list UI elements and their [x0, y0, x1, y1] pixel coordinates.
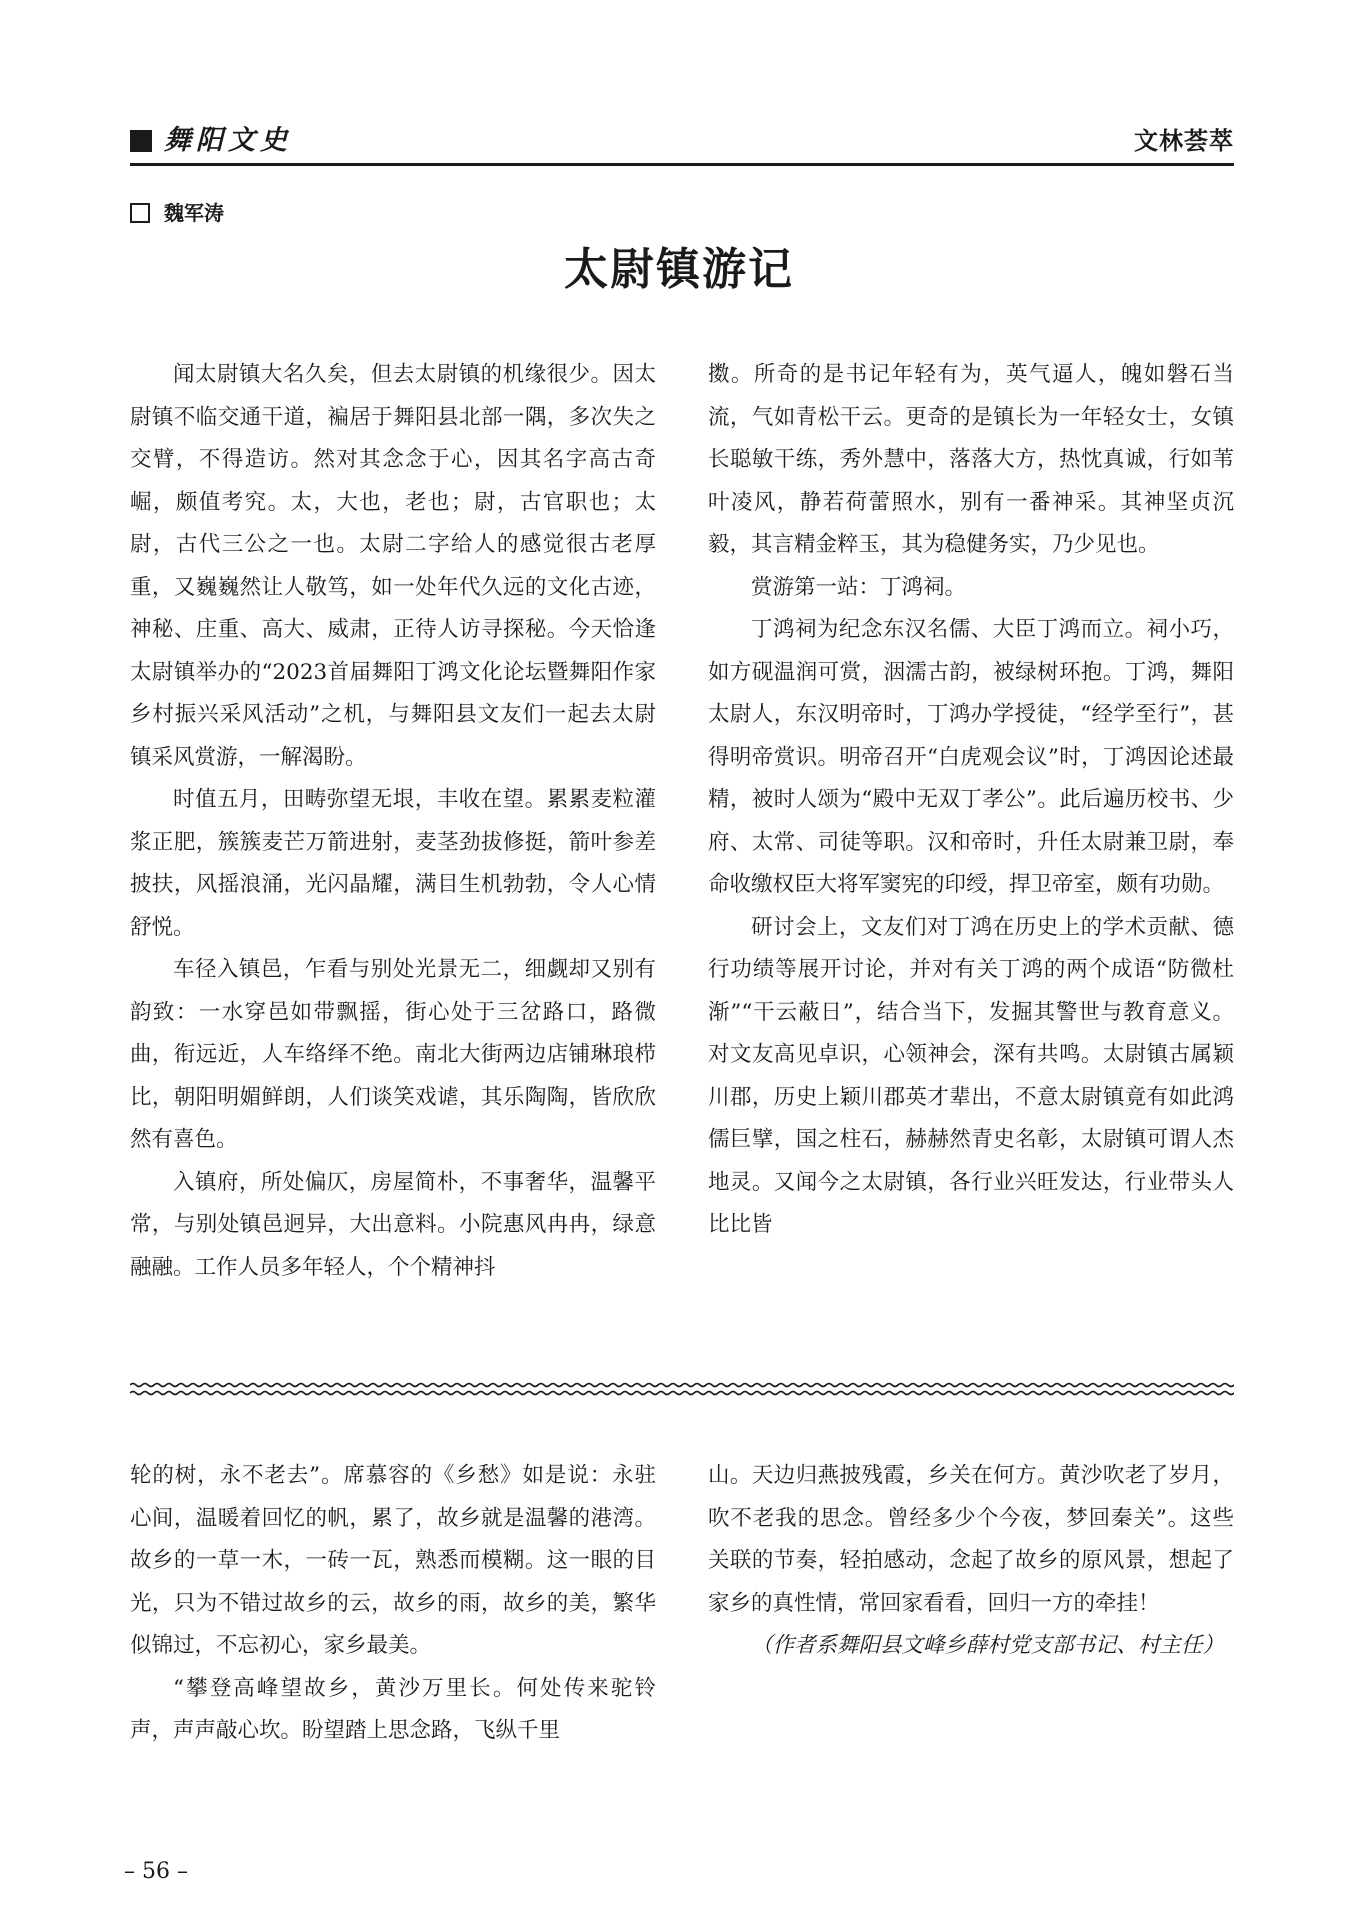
- author-name: 魏军涛: [164, 201, 224, 225]
- journal-name: 舞阳文史: [164, 125, 292, 156]
- paragraph-continued: 擞。所奇的是书记年轻有为，英气逼人，魄如磐石当流，气如青松干云。更奇的是镇长为一年轻女士，女镇长聪敏干练，秀外慧中，落落大方，热忱真诚，行如苇叶凌风，静若荷蕾照水，别有一番神采。其神坚贞沉毅，其言精金粹玉，其为稳健务实，乃少见也。: [708, 362, 1234, 557]
- author-note: （作者系舞阳县文峰乡薛村党支部书记、村主任）: [751, 1633, 1225, 1658]
- paragraph: 入镇府，所处偏仄，房屋简朴，不事奢华，温馨平常，与别处镇邑迥异，大出意料。小院惠风冉冉，绿意融融。工作人员多年轻人，个个精神抖: [130, 1169, 656, 1280]
- section-name: 文林荟萃: [1134, 127, 1234, 155]
- article-column-bottom-right: [708, 1455, 1234, 1668]
- header-square-mark: [130, 130, 152, 152]
- header-rule: [130, 163, 1234, 166]
- paragraph-continued: 轮的树，永不老去”。席慕容的《乡愁》如是说：永驻心间，温暖着回忆的帆，累了，故乡就是温馨的港湾。故乡的一草一木，一砖一瓦，熟悉而模糊。这一眼的目光，只为不错过故乡的云，故乡的雨，故乡的美，繁华似锦过，不忘初心，家乡最美。: [130, 1463, 656, 1658]
- article-column-top-right: [708, 354, 1234, 1247]
- paragraph: 赏游第一站：丁鸿祠。: [751, 574, 967, 600]
- paragraph: 时值五月，田畴弥望无垠，丰收在望。累累麦粒灌浆正肥，簇簇麦芒万箭进射，麦茎劲拔修挺，箭叶参差披扶，风摇浪涌，光闪晶耀，满目生机勃勃，令人心情舒悦。: [130, 787, 656, 940]
- author-box-mark: [130, 203, 150, 223]
- article-column-bottom-left: [130, 1455, 656, 1753]
- wavy-divider: [130, 1378, 1234, 1400]
- paragraph: 研讨会上，文友们对丁鸿在历史上的学术贡献、德行功绩等展开讨论，并对有关丁鸿的两个成语“防微杜渐”“干云蔽日”，结合当下，发掘其警世与教育意义。对文友高见卓识，心领神会，深有共鸣。太尉镇古属颖川郡，历史上颖川郡英才辈出，不意太尉镇竟有如此鸿儒巨擘，国之柱石，赫赫然青史名彰，太尉镇可谓人杰地灵。又闻今之太尉镇，各行业兴旺发达，行业带头人比比皆: [708, 914, 1234, 1237]
- page-number: – 56 –: [124, 1859, 188, 1884]
- paragraph: 闻太尉镇大名久矣，但去太尉镇的机缘很少。因太尉镇不临交通干道，褊居于舞阳县北部一隅，多次失之交臂，不得造访。然对其念念于心，因其名字高古奇崛，颇值考究。太，大也，老也；尉，古官职也；太尉，古代三公之一也。太尉二字给人的感觉很古老厚重，又巍巍然让人敬笃，如一处年代久远的文化古迹，神秘、庄重、高大、威肃，正待人访寻探秘。今天恰逢太尉镇举办的“2023首届舞阳丁鸿文化论坛暨舞阳作家乡村振兴采风活动”之机，与舞阳县文友们一起去太尉镇采风赏游，一解渴盼。: [130, 362, 656, 770]
- paragraph: “攀登高峰望故乡，黄沙万里长。何处传来驼铃声，声声敲心坎。盼望踏上思念路，飞纵千里: [130, 1675, 656, 1743]
- article-title: 太尉镇游记: [564, 244, 794, 295]
- paragraph-continued: 山。天边归燕披残霞，乡关在何方。黄沙吹老了岁月，吹不老我的思念。曾经多少个今夜，梦回秦关”。这些关联的节奏，轻拍感动，念起了故乡的原风景，想起了家乡的真性情，常回家看看，回归一方的牵挂！: [708, 1463, 1234, 1616]
- running-header: [130, 124, 1234, 164]
- paragraph: 车径入镇邑，乍看与别处光景无二，细觑却又别有韵致：一水穿邑如带飘摇，街心处于三岔路口，路微曲，衔远近，人车络绎不绝。南北大街两边店铺琳琅栉比，朝阳明媚鲜朗，人们谈笑戏谑，其乐陶陶，皆欣欣然有喜色。: [130, 957, 656, 1152]
- article-column-top-left: [130, 354, 656, 1289]
- paragraph: 丁鸿祠为纪念东汉名儒、大臣丁鸿而立。祠小巧，如方砚温润可赏，洇濡古韵，被绿树环抱。丁鸿，舞阳太尉人，东汉明帝时，丁鸿办学授徒，“经学至行”，甚得明帝赏识。明帝召开“白虎观会议”时，丁鸿因论述最精，被时人颂为“殿中无双丁孝公”。此后遍历校书、少府、太常、司徒等职。汉和帝时，升任太尉兼卫尉，奉命收缴权臣大将军窦宪的印绶，捍卫帝室，颇有功勋。: [708, 617, 1234, 897]
